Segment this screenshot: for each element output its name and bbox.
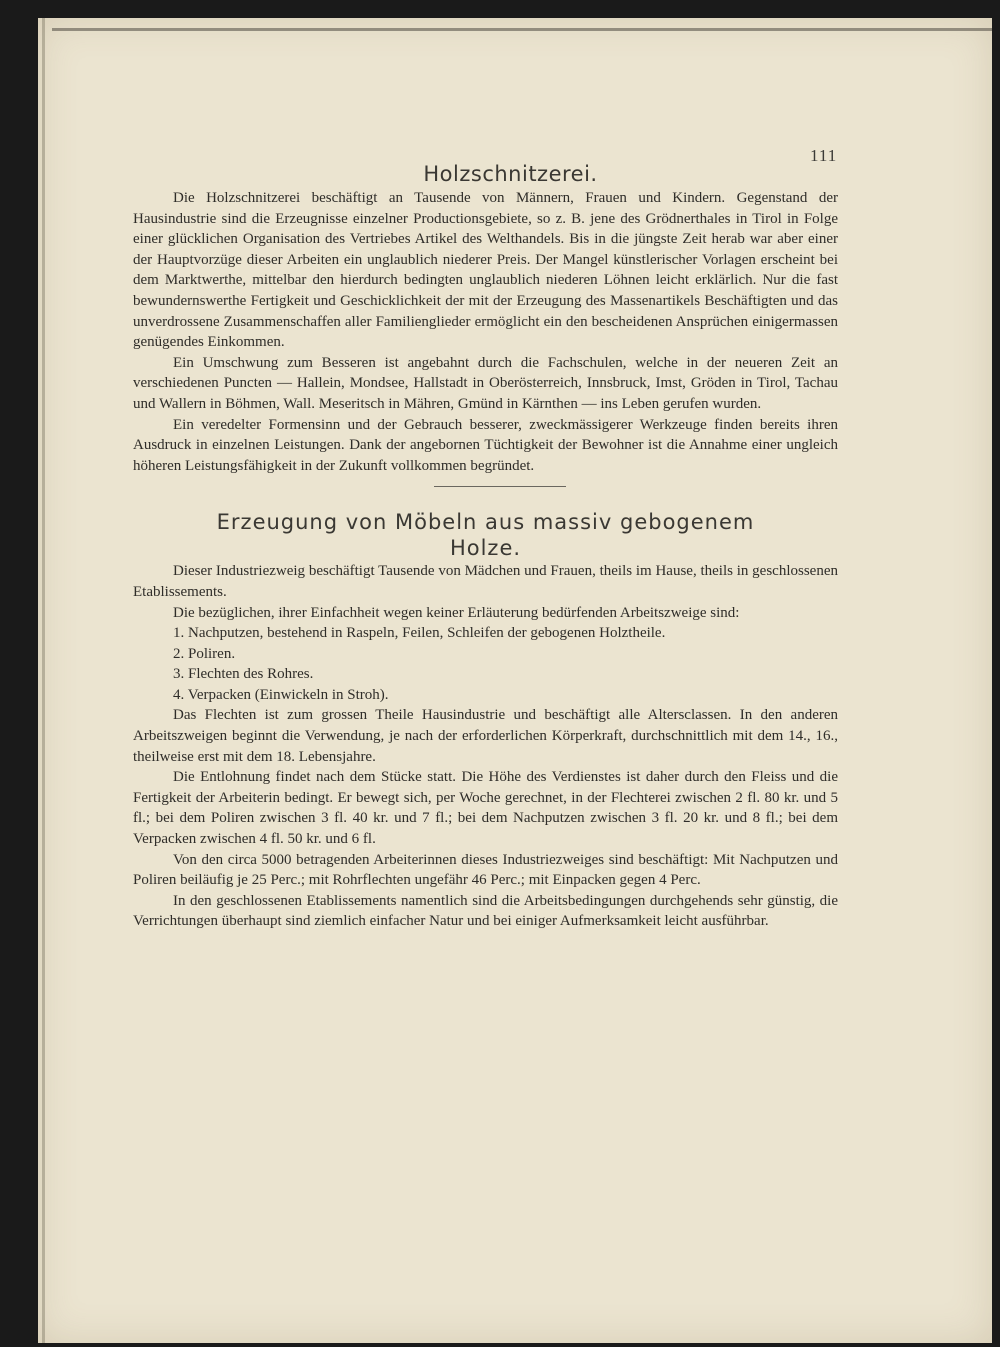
- paragraph: Die Holzschnitzerei beschäftigt an Tausende von Männern, Frauen und Kindern. Gegenstand der Hausindustrie sind die Erzeugnisse einzelner Productionsgebiete, so z. B. jene des Grödnerthales in Tirol in Folge einer glücklichen Organisation des Vertriebes Artikel des Welthandels. Bis in die jüngste Zeit herab war aber einer der Hauptvorzüge dieser Arbeiten ein unglaublich niederer Preis. Der Mangel künstlerischer Vorlagen erscheint bei dem Marktwerthe, mittelbar den hierdurch bedingten unglaublich niederen Löhnen leicht erklärlich. Nur die fast bewundernswerthe Fertigkeit und Geschicklichkeit der mit der Erzeugung des Massenartikels Beschäftigten und das unverdrossene Zusammenschaffen aller Familienglieder ermöglicht ein den bescheidenen Ansprüchen einigermassen genügendes Einkommen.: [133, 190, 838, 351]
- list-item: 1. Nachputzen, bestehend in Raspeln, Feilen, Schleifen der gebogenen Holztheile.: [173, 625, 666, 642]
- work-branch-list: [133, 623, 838, 705]
- page-number: 111: [810, 146, 838, 165]
- paragraph: In den geschlossenen Etablissements namentlich sind die Arbeitsbedingungen durchgehends sehr günstig, die Verrichtungen überhaupt sind ziemlich einfacher Natur und bei einiger Aufmerksamkeit leicht ausführbar.: [133, 892, 838, 930]
- paragraph: Das Flechten ist zum grossen Theile Hausindustrie und beschäftigt alle Altersclassen. In den anderen Arbeitszweigen beginnt die Verwendung, je nach der erforderlichen Körperkraft, durchschnittlich mit dem 14., 16., theilweise erst mit dem 18. Lebensjahre.: [133, 707, 838, 765]
- paragraph: Ein Umschwung zum Besseren ist angebahnt durch die Fachschulen, welche in der neueren Zeit an verschiedenen Puncten — Hallein, Mondsee, Hallstadt in Oberösterreich, Innsbruck, Imst, Gröden in Tirol, Tachau und Wallern in Böhmen, Wall. Meseritsch in Mähren, Gmünd in Kärnthen — ins Leben gerufen wurden.: [133, 354, 838, 412]
- section-title-holzschnitzerei: Holzschnitzerei.: [423, 162, 598, 186]
- paragraph: Dieser Industriezweig beschäftigt Tausende von Mädchen und Frauen, theils im Hause, theils in geschlossenen Etablissements.: [133, 563, 838, 600]
- section-divider: [434, 486, 566, 487]
- section-title-line-2: Holze.: [449, 536, 522, 561]
- paragraph: Die Entlohnung findet nach dem Stücke statt. Die Höhe des Verdienstes ist daher durch den Fleiss und die Fertigkeit der Arbeiterin bedingt. Er bewegt sich, per Woche gerechnet, in der Flechterei zwischen 2 fl. 80 kr. und 5 fl.; bei dem Poliren zwischen 3 fl. 40 kr. und 7 fl.; bei dem Nachputzen zwischen 3 fl. 20 kr. und 8 fl.; bei dem Verpacken zwischen 4 fl. 50 kr. und 6 fl.: [133, 769, 838, 848]
- paragraph: Die bezüglichen, ihrer Einfachheit wegen keiner Erläuterung bedürfenden Arbeitszweige sind:: [173, 604, 740, 621]
- list-item: 3. Flechten des Rohres.: [173, 666, 314, 683]
- paragraph: Von den circa 5000 betragenden Arbeiterinnen dieses Industriezweiges sind beschäftigt: Mit Nachputzen und Poliren beiläufig je 25 Perc.; mit Rohrflechten ungefähr 46 Perc.; mit Einpacken gegen 4 Perc.: [133, 851, 838, 889]
- list-item: 4. Verpacken (Einwickeln in Stroh).: [173, 686, 389, 703]
- page-top-border: [52, 28, 992, 31]
- paragraph: Ein veredelter Formensinn und der Gebrauch besserer, zweckmässigerer Werkzeuge finden bereits ihren Ausdruck in einzelnen Leistungen. Dank der angebornen Tüchtigkeit der Bewohner ist die Annahme einer ungleich höheren Leistungsfähigkeit in der Zukunft vollkommen begründet.: [133, 416, 838, 474]
- page-left-edge: [42, 18, 45, 1343]
- list-item: 2. Poliren.: [173, 645, 236, 662]
- page-content: [133, 160, 838, 932]
- section-title-moebel: [133, 509, 838, 561]
- section-title-line-1: Erzeugung von Möbeln aus massiv gebogenem: [216, 510, 755, 535]
